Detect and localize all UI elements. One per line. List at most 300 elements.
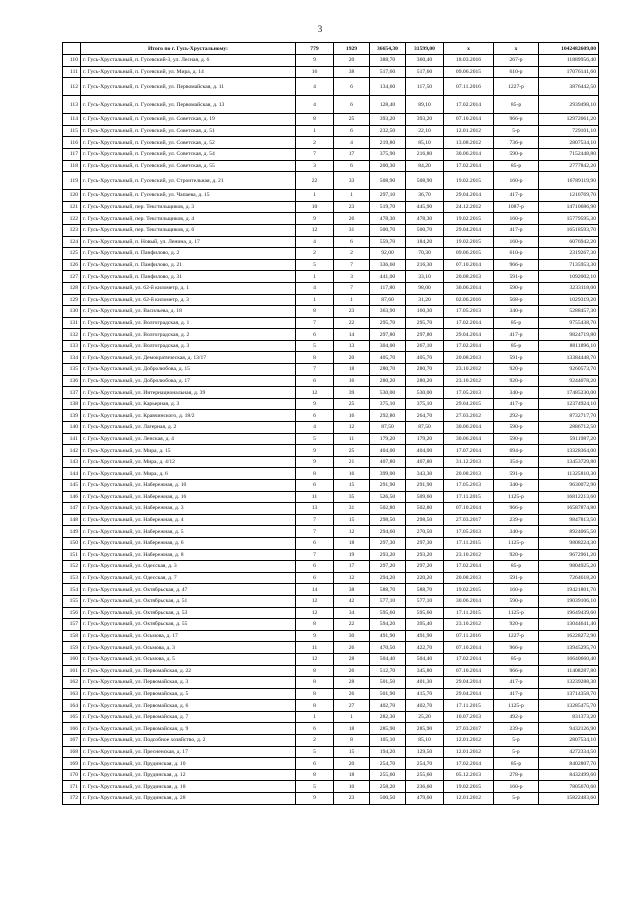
persons: 23	[334, 201, 370, 213]
address: г. Гусь-Хрустальный, ул. Первомайская, д. 22	[81, 665, 296, 677]
total-area: 92,00	[370, 248, 406, 260]
living-area: 407,80	[406, 456, 444, 468]
apartments: 10	[296, 201, 334, 213]
address: г. Гусь-Хрустальный, ул. Прудинская, д. 10	[81, 758, 296, 770]
address: г. Гусь-Хрустальный, п. Гусевский, ул. Мира, д. 14	[81, 66, 296, 78]
decision-date: 17.02.2014	[444, 317, 494, 329]
living-area: 33,10	[406, 271, 444, 283]
decision-number: 1087-р	[494, 201, 539, 213]
row-number: 129	[63, 294, 81, 306]
row-number: 143	[63, 456, 81, 468]
apartments: 9	[296, 55, 334, 67]
cost: 7152448,80	[539, 148, 599, 160]
persons: 6	[334, 236, 370, 248]
address: г. Гусь-Хрустальный, п. Гусевский, ул. Советская, д. 54	[81, 148, 296, 160]
total-area: 219,80	[370, 137, 406, 149]
decision-date: 29.04.2014	[444, 677, 494, 689]
decision-number: 239-р	[494, 723, 539, 735]
persons: 3	[334, 271, 370, 283]
address: г. Гусь-Хрустальный, ул. Добролюбова, д. 17	[81, 375, 296, 387]
row-number: 150	[63, 537, 81, 549]
living-area: 577,10	[406, 595, 444, 607]
living-area: 160,30	[406, 306, 444, 318]
persons: 7	[334, 282, 370, 294]
total-area: 595,60	[370, 607, 406, 619]
decision-date: 17.02.2014	[444, 340, 494, 352]
decision-date: 10.07.2013	[444, 711, 494, 723]
living-area: 393,20	[406, 114, 444, 126]
apartments: 2	[296, 248, 334, 260]
apartments: 6	[296, 723, 334, 735]
living-area: 184,20	[406, 236, 444, 248]
row-number: 131	[63, 317, 81, 329]
table-row	[63, 317, 599, 329]
apartments: 9	[296, 445, 334, 457]
row-number: 133	[63, 340, 81, 352]
living-area: 297,20	[406, 561, 444, 573]
address: г. Гусь-Хрустальный, ул. Первомайская, д. 6	[81, 700, 296, 712]
decision-number: 85-р	[494, 758, 539, 770]
living-area: 415,70	[406, 688, 444, 700]
apartments: 1	[296, 711, 334, 723]
table-row	[63, 653, 599, 665]
decision-date: 17.11.2015	[444, 607, 494, 619]
total-apartments: 779	[296, 43, 334, 55]
decision-number: 590-р	[494, 433, 539, 445]
decision-number: 1125-р	[494, 700, 539, 712]
row-number: 157	[63, 619, 81, 631]
row-number: 170	[63, 769, 81, 781]
row-number: 116	[63, 137, 81, 149]
address: г. Гусь-Хрустальный, ул. Октябрьская, д. 53	[81, 607, 296, 619]
decision-number: 920-р	[494, 549, 539, 561]
living-area: 491,90	[406, 630, 444, 642]
persons: 12	[334, 572, 370, 584]
apartments: 8	[296, 677, 334, 689]
persons: 26	[334, 688, 370, 700]
row-number: 126	[63, 259, 81, 271]
living-area: 280,70	[406, 364, 444, 376]
decision-number: 417-р	[494, 688, 539, 700]
decision-date: 29.04.2014	[444, 688, 494, 700]
address: г. Гусь-Хрустальный, ул. Добролюбова, д. 15	[81, 364, 296, 376]
decision-number: 591-р	[494, 468, 539, 480]
living-area: 297,80	[406, 329, 444, 341]
decision-date: 29.04.2014	[444, 224, 494, 236]
cost: 9847813,50	[539, 514, 599, 526]
decision-number: 5-р	[494, 735, 539, 747]
address: г. Гусь-Хрустальный, ул. Прудинская, д. 18	[81, 781, 296, 793]
decision-date: 30.06.2014	[444, 282, 494, 294]
decision-date: 17.07.2014	[444, 445, 494, 457]
cost: 13285475,70	[539, 700, 599, 712]
address: г. Гусь-Хрустальный, пер. Текстильщиков, д. 4	[81, 213, 296, 225]
persons: 25	[334, 445, 370, 457]
row-number: 146	[63, 491, 81, 503]
table-row	[63, 66, 599, 78]
apartments: 1	[296, 294, 334, 306]
living-area: 293,20	[406, 549, 444, 561]
address: г. Гусь-Хрустальный, ул. Октябрьская, д. 47	[81, 584, 296, 596]
cost: 2319267,30	[539, 248, 599, 260]
decision-date: 09.06.2015	[444, 66, 494, 78]
persons: 2	[334, 248, 370, 260]
row-number: 148	[63, 514, 81, 526]
decision-date: 19.02.2015	[444, 584, 494, 596]
address: г. Гусь-Хрустальный, ул. Набережная, д. 8	[81, 549, 296, 561]
decision-date: 29.04.2014	[444, 329, 494, 341]
decision-number: 85-р	[494, 561, 539, 573]
cost: 8924065,50	[539, 526, 599, 538]
decision-date: 17.11.2015	[444, 700, 494, 712]
cost: 5911987,20	[539, 433, 599, 445]
total-area: 404,00	[370, 445, 406, 457]
total-area: 519,70	[370, 201, 406, 213]
decision-number: 1227-р	[494, 630, 539, 642]
persons: 6	[334, 78, 370, 96]
decision-date: 17.02.2014	[444, 758, 494, 770]
housing-table	[62, 42, 599, 805]
total-area: 478,30	[370, 213, 406, 225]
living-area: 22,10	[406, 125, 444, 137]
decision-date: 07.11.2016	[444, 630, 494, 642]
table-row	[63, 387, 599, 399]
total-area: 577,10	[370, 595, 406, 607]
address: г. Гусь-Хрустальный, ул. Прудинская, д. 12	[81, 769, 296, 781]
total-area: 285,90	[370, 723, 406, 735]
decision-number: 278-р	[494, 769, 539, 781]
address: г. Гусь-Хрустальный, ул. Кравчинского, д. 18/2	[81, 410, 296, 422]
persons: 16	[334, 410, 370, 422]
decision-number: 340-р	[494, 387, 539, 399]
apartments: 11	[296, 642, 334, 654]
cost: 8811896,10	[539, 340, 599, 352]
row-number: 125	[63, 248, 81, 260]
total-area: 280,20	[370, 375, 406, 387]
decision-date: 09.06.2015	[444, 248, 494, 260]
apartments: 9	[296, 398, 334, 410]
total-area: 297,30	[370, 537, 406, 549]
row-number: 160	[63, 653, 81, 665]
table-row	[63, 595, 599, 607]
total-area: 36654,30	[370, 43, 406, 55]
decision-number: 340-р	[494, 306, 539, 318]
living-area: 220,20	[406, 572, 444, 584]
living-area: 87,50	[406, 422, 444, 434]
address: г. Гусь-Хрустальный, пер. Текстильщиков, д. 6	[81, 224, 296, 236]
living-area: 291,90	[406, 480, 444, 492]
decision-date: 12.01.2012	[444, 735, 494, 747]
living-area: 595,60	[406, 607, 444, 619]
decision-number: 966-р	[494, 642, 539, 654]
apartments: 2	[296, 137, 334, 149]
row-number: 166	[63, 723, 81, 735]
total-area: 512,70	[370, 665, 406, 677]
living-area: 129,50	[406, 746, 444, 758]
address: г. Гусь-Хрустальный, ул. Волгоградская, д. 1	[81, 317, 296, 329]
row-number: 136	[63, 375, 81, 387]
address: г. Гусь-Хрустальный, п. Гусевский-3, ул. Лесная, д. 6	[81, 55, 296, 67]
apartments: 5	[296, 259, 334, 271]
row-number: 167	[63, 735, 81, 747]
decision-number: 85-р	[494, 96, 539, 114]
apartments: 8	[296, 352, 334, 364]
total-area: 504,40	[370, 653, 406, 665]
table-row	[63, 561, 599, 573]
total-area: 399,00	[370, 468, 406, 480]
living-area: 502,80	[406, 503, 444, 515]
persons: 11	[334, 433, 370, 445]
decision-number: 1125-р	[494, 491, 539, 503]
decision-number: 590-р	[494, 595, 539, 607]
row-number: 141	[63, 433, 81, 445]
cost: 8432499,60	[539, 769, 599, 781]
persons: 16	[334, 375, 370, 387]
apartments: 16	[296, 66, 334, 78]
row-number: 140	[63, 422, 81, 434]
total-area: 255,60	[370, 769, 406, 781]
total-area: 282,30	[370, 711, 406, 723]
decision-number: 417-р	[494, 677, 539, 689]
row-number: 119	[63, 172, 81, 190]
apartments: 8	[296, 619, 334, 631]
table-row	[63, 526, 599, 538]
apartments: 5	[296, 746, 334, 758]
total-area: 280,70	[370, 364, 406, 376]
total-row	[63, 43, 599, 55]
address: г. Гусь-Хрустальный, ул. Набережная, д. 4	[81, 514, 296, 526]
apartments: 6	[296, 758, 334, 770]
total-area: 294,60	[370, 526, 406, 538]
cost: 2777842,20	[539, 160, 599, 172]
table-row	[63, 781, 599, 793]
living-area: 360,40	[406, 55, 444, 67]
cost: 9824719,80	[539, 329, 599, 341]
total-area: 297,10	[370, 190, 406, 202]
apartments: 7	[296, 514, 334, 526]
decision-date: 27.03.2017	[444, 514, 494, 526]
decision-date: 17.05.2013	[444, 306, 494, 318]
total-cost: 1042482609,00	[539, 43, 599, 55]
apartments: 3	[296, 160, 334, 172]
table-row	[63, 352, 599, 364]
decision-number: 160-р	[494, 172, 539, 190]
apartments: 4	[296, 96, 334, 114]
total-living-area: 31599,00	[406, 43, 444, 55]
row-number: 169	[63, 758, 81, 770]
total-area: 441,00	[370, 271, 406, 283]
total-area: 179,20	[370, 433, 406, 445]
living-area: 31,20	[406, 294, 444, 306]
decision-number: 590-р	[494, 422, 539, 434]
persons: 18	[334, 537, 370, 549]
row-number: 110	[63, 55, 81, 67]
persons: 26	[334, 642, 370, 654]
persons: 22	[334, 317, 370, 329]
decision-date: 17.02.2014	[444, 96, 494, 114]
decision-date: 07.10.2014	[444, 642, 494, 654]
cost: 12374924,10	[539, 398, 599, 410]
address: г. Гусь-Хрустальный, ул. Мира, д. 15	[81, 445, 296, 457]
living-area: 254,70	[406, 758, 444, 770]
persons: 23	[334, 793, 370, 805]
decision-date: 17.02.2014	[444, 561, 494, 573]
persons: 26	[334, 213, 370, 225]
address: г. Гусь-Хрустальный, ул. Ленская, д. 4	[81, 433, 296, 445]
cost: 8402807,70	[539, 758, 599, 770]
total-area: 517,60	[370, 66, 406, 78]
decision-number: 920-р	[494, 375, 539, 387]
table-row	[63, 190, 599, 202]
apartments: 6	[296, 561, 334, 573]
table-row	[63, 642, 599, 654]
decision-date: 13.08.2012	[444, 137, 494, 149]
table-row	[63, 282, 599, 294]
apartments: 22	[296, 172, 334, 190]
decision-date: 31.12.2013	[444, 456, 494, 468]
cost: 9260573,70	[539, 364, 599, 376]
decision-date: 17.02.2014	[444, 160, 494, 172]
row-number: 121	[63, 201, 81, 213]
total-area: 87,50	[370, 422, 406, 434]
decision-date: 12.01.2012	[444, 793, 494, 805]
decision-date: 19.02.2015	[444, 172, 494, 190]
apartments: 6	[296, 375, 334, 387]
row-number: 114	[63, 114, 81, 126]
apartments: 13	[296, 503, 334, 515]
table-row	[63, 758, 599, 770]
table-row	[63, 769, 599, 781]
decision-number: 340-р	[494, 526, 539, 538]
decision-number: 417-р	[494, 329, 539, 341]
address: г. Гусь-Хрустальный, п. Панфилово, д. 21	[81, 259, 296, 271]
persons: 21	[334, 456, 370, 468]
row-number: 162	[63, 677, 81, 689]
apartments: 1	[296, 190, 334, 202]
address: г. Гусь-Хрустальный, ул. Первомайская, д. 9	[81, 723, 296, 735]
row-number: 149	[63, 526, 81, 538]
apartments: 6	[296, 329, 334, 341]
table-row	[63, 746, 599, 758]
persons: 6	[334, 160, 370, 172]
persons: 15	[334, 514, 370, 526]
living-area: 255,60	[406, 769, 444, 781]
decision-number: 85-р	[494, 653, 539, 665]
cost: 5288457,30	[539, 306, 599, 318]
decision-date: 12.01.2012	[444, 746, 494, 758]
row-number: 164	[63, 700, 81, 712]
row-number: 138	[63, 398, 81, 410]
cost: 2939498,10	[539, 96, 599, 114]
persons: 20	[334, 55, 370, 67]
living-area: 117,50	[406, 78, 444, 96]
address: г. Гусь-Хрустальный, п. Гусевский, ул. Советская, д. 52	[81, 137, 296, 149]
row-number: 132	[63, 329, 81, 341]
living-area: 404,00	[406, 445, 444, 457]
total-area: 298,50	[370, 514, 406, 526]
address: г. Гусь-Хрустальный, ул. Первомайская, д. 5	[81, 688, 296, 700]
persons: 17	[334, 561, 370, 573]
cost: 15822483,60	[539, 793, 599, 805]
cost: 2886712,50	[539, 422, 599, 434]
apartments: 4	[296, 282, 334, 294]
total-area: 375,90	[370, 148, 406, 160]
decision-number: 591-р	[494, 352, 539, 364]
decision-date: 17.05.2013	[444, 480, 494, 492]
table-row	[63, 537, 599, 549]
decision-date: 23.10.2012	[444, 619, 494, 631]
total-area: 500,70	[370, 224, 406, 236]
address: г. Гусь-Хрустальный, п. Гусевский, ул. Чапаева, д. 15	[81, 190, 296, 202]
cost: 19421801,70	[539, 584, 599, 596]
row-number: 137	[63, 387, 81, 399]
address: г. Гусь-Хрустальный, п. Панфилово, д. 2	[81, 248, 296, 260]
address: г. Гусь-Хрустальный, ул. Пресненская, д. 17	[81, 746, 296, 758]
living-area: 280,20	[406, 375, 444, 387]
living-area: 295,70	[406, 317, 444, 329]
table-row	[63, 340, 599, 352]
row-number: 171	[63, 781, 81, 793]
decision-date: 07.10.2014	[444, 114, 494, 126]
living-area: 98,00	[406, 282, 444, 294]
living-area: 85,10	[406, 735, 444, 747]
decision-date: 30.06.2014	[444, 433, 494, 445]
decision-date: 30.06.2014	[444, 422, 494, 434]
decision-date: 17.11.2015	[444, 537, 494, 549]
persons: 4	[334, 137, 370, 149]
total-area: 297,80	[370, 329, 406, 341]
cost: 19039106,10	[539, 595, 599, 607]
address: г. Гусь-Хрустальный, ул. Набережная, д. 5	[81, 526, 296, 538]
persons: 14	[334, 329, 370, 341]
cost: 16228272,90	[539, 630, 599, 642]
persons: 31	[334, 224, 370, 236]
decision-date: 17.11.2015	[444, 491, 494, 503]
address: г. Гусь-Хрустальный, ул. 62-й километр, д. 1	[81, 282, 296, 294]
apartments: 7	[296, 549, 334, 561]
total-area: 363,90	[370, 306, 406, 318]
row-number: 112	[63, 78, 81, 96]
living-area: 270,50	[406, 526, 444, 538]
row-number: 159	[63, 642, 81, 654]
persons: 6	[334, 125, 370, 137]
cost: 13044641,40	[539, 619, 599, 631]
address: г. Гусь-Хрустальный, ул. Мира, д. 4/12	[81, 456, 296, 468]
total-blank	[63, 43, 81, 55]
decision-number: 591-р	[494, 271, 539, 283]
decision-number: 417-р	[494, 398, 539, 410]
apartments: 9	[296, 630, 334, 642]
decision-date: 20.08.2013	[444, 572, 494, 584]
living-area: 402,70	[406, 700, 444, 712]
table-row	[63, 248, 599, 260]
decision-number: 610-р	[494, 66, 539, 78]
persons: 23	[334, 306, 370, 318]
living-area: 508,90	[406, 172, 444, 190]
apartments: 4	[296, 236, 334, 248]
address: г. Гусь-Хрустальный, п. Гусевский, ул. Советская, д. 55	[81, 160, 296, 172]
address: г. Гусь-Хрустальный, ул. Прудинская, д. 28	[81, 793, 296, 805]
row-number: 156	[63, 607, 81, 619]
table-row	[63, 711, 599, 723]
cost: 9804925,20	[539, 561, 599, 573]
row-number: 142	[63, 445, 81, 457]
cost: 7805670,60	[539, 781, 599, 793]
address: г. Гусь-Хрустальный, ул. Первомайская, д. 7	[81, 711, 296, 723]
total-area: 588,70	[370, 584, 406, 596]
table-row	[63, 433, 599, 445]
total-area: 254,70	[370, 758, 406, 770]
